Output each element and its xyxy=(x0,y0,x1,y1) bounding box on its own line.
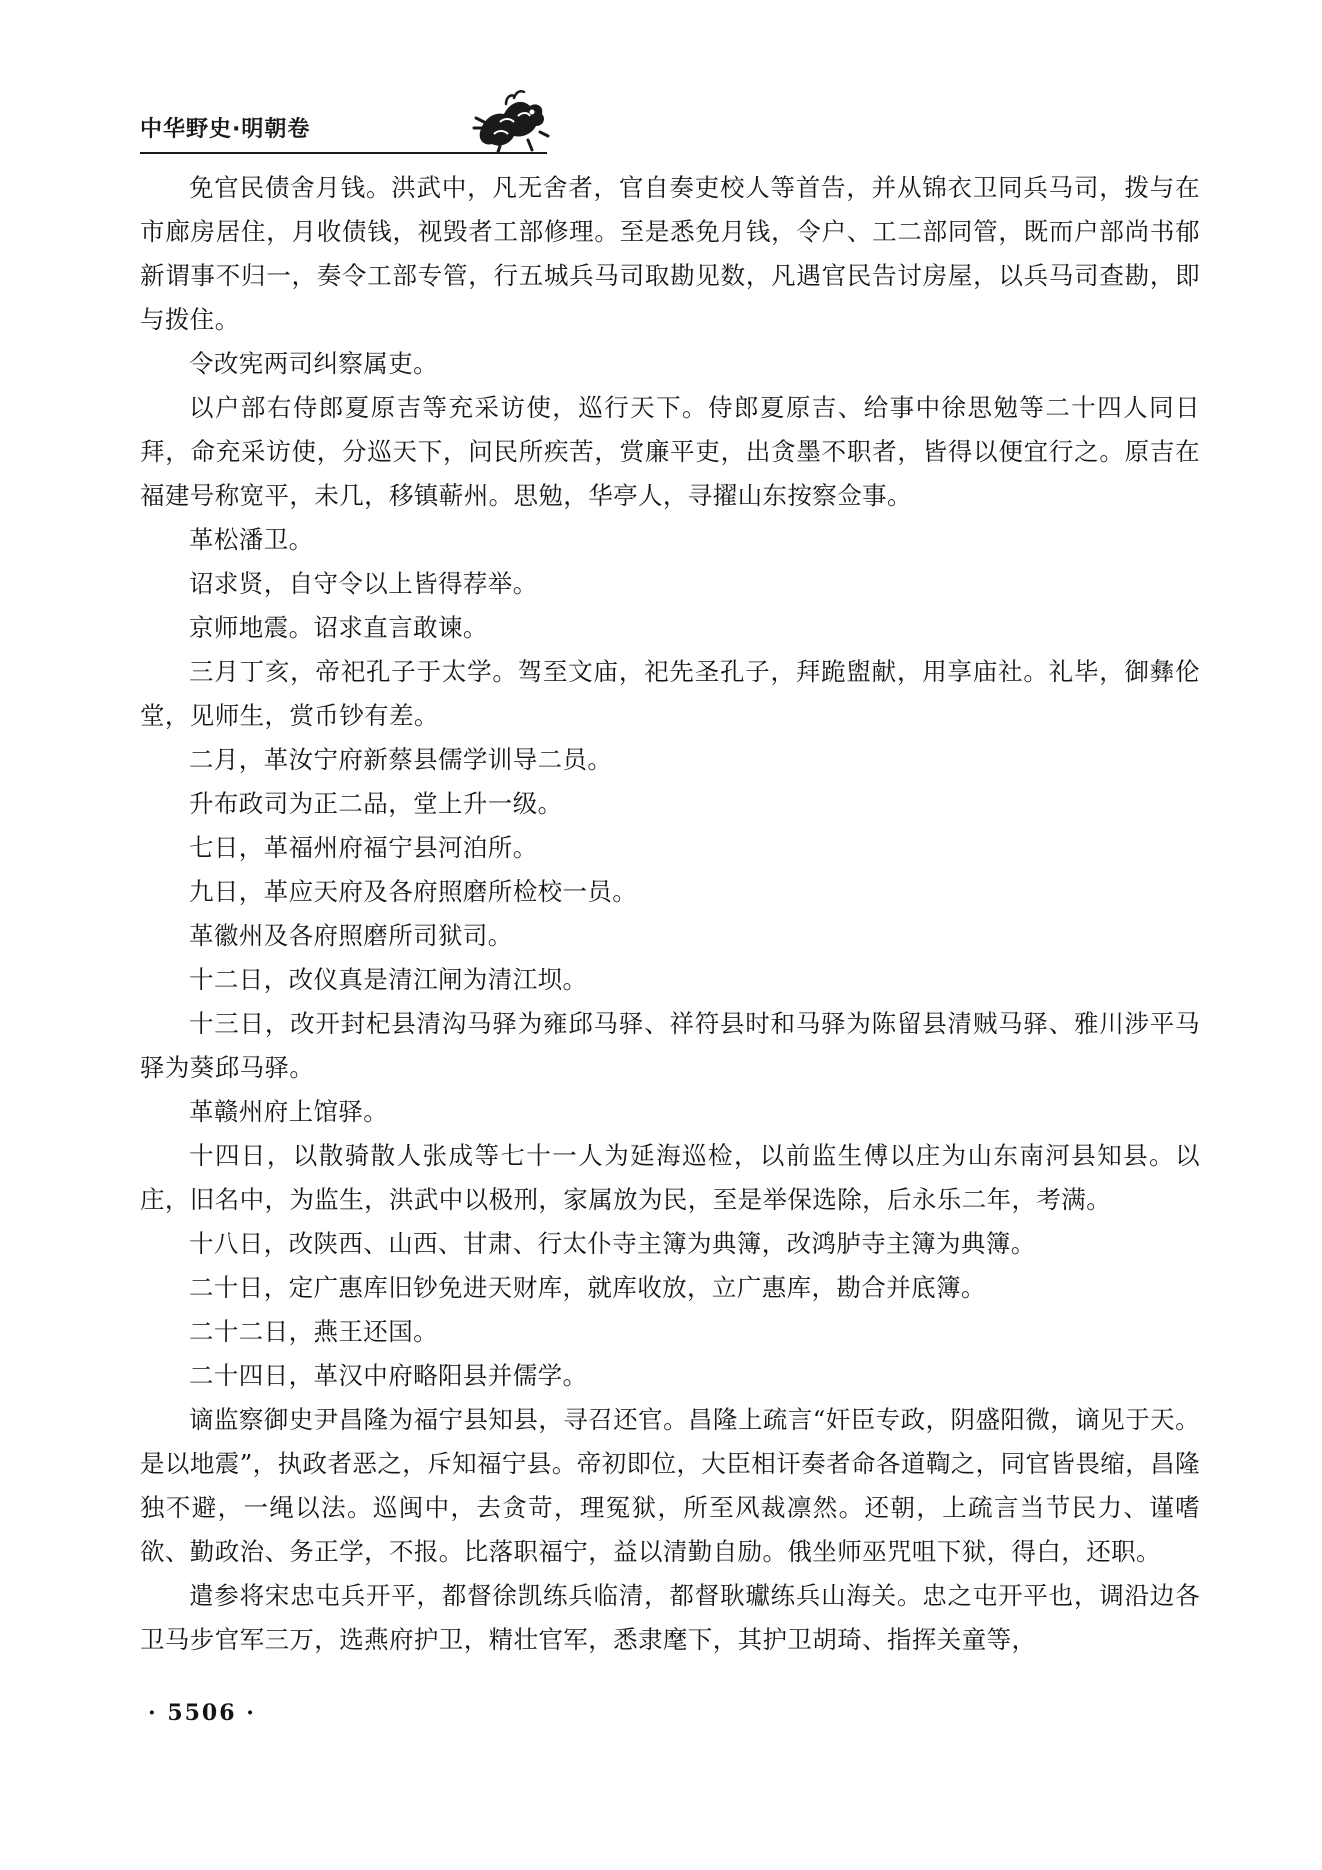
body-text xyxy=(140,166,1200,1662)
running-header xyxy=(140,108,550,158)
paragraph: 二月，革汝宁府新蔡县儒学训导二员。 xyxy=(189,745,613,774)
header-rule xyxy=(140,152,547,154)
paragraph: 二十日，定广惠库旧钞免进天财库，就库收放，立广惠库，勘合并底簿。 xyxy=(189,1273,986,1302)
paragraph: 十四日，以散骑散人张成等七十一人为延海巡检，以前监生傅以庄为山东南河县知县。以庄，旧名中，为监生，洪武中以极刑，家属放为民，至是举保选除，后永乐二年，考满。 xyxy=(140,1141,1200,1214)
paragraph: 革徽州及各府照磨所司狱司。 xyxy=(189,921,513,950)
paragraph: 十二日，改仪真是清江闸为清江坝。 xyxy=(189,965,588,994)
paragraph: 革赣州府上馆驿。 xyxy=(189,1097,389,1126)
paragraph: 遣参将宋忠屯兵开平，都督徐凯练兵临清，都督耿瓛练兵山海关。忠之屯开平也，调沿边各卫马步官军三万，选燕府护卫，精壮官军，悉隶麾下，其护卫胡琦、指挥关童等， xyxy=(140,1581,1200,1654)
paragraph: 十八日，改陕西、山西、甘肃、行太仆寺主簿为典簿，改鸿胪寺主簿为典簿。 xyxy=(189,1229,1036,1258)
paragraph: 谪监察御史尹昌隆为福宁县知县，寻召还官。昌隆上疏言“奸臣专政，阴盛阳微，谪见于天。是以地震”，执政者恶之，斥知福宁县。帝初即位，大臣相讦奏者命各道鞫之，同官皆畏缩，昌隆独不避，一绳以法。巡闽中，去贪苛，理冤狱，所至风裁凛然。还朝，上疏言当节民力、谨嗜欲、勤政治、务正学，不报。比落职福宁，益以清勤自励。俄坐师巫咒咀下狱，得白，还职。 xyxy=(140,1405,1200,1566)
dragon-emblem-icon xyxy=(470,88,550,154)
paragraph: 二十四日，革汉中府略阳县并儒学。 xyxy=(189,1361,588,1390)
paragraph: 京师地震。诏求直言敢谏。 xyxy=(189,613,488,642)
paragraph: 革松潘卫。 xyxy=(189,525,314,554)
paragraph: 免官民债舍月钱。洪武中，凡无舍者，官自奏吏校人等首告，并从锦衣卫同兵马司，拨与在市廊房居住，月收债钱，视毁者工部修理。至是悉免月钱，令户、工二部同管，既而户部尚书郁新谓事不归一，奏令工部专管，行五城兵马司取勘见数，凡遇官民告讨房屋，以兵马司查勘，即与拨住。 xyxy=(140,173,1200,334)
paragraph: 以户部右侍郎夏原吉等充采访使，巡行天下。侍郎夏原吉、给事中徐思勉等二十四人同日拜，命充采访使，分巡天下，问民所疾苦，赏廉平吏，出贪墨不职者，皆得以便宜行之。原吉在福建号称宽平，未几，移镇蕲州。思勉，华亭人，寻擢山东按察佥事。 xyxy=(140,393,1200,510)
paragraph: 十三日，改开封杞县清沟马驿为雍邱马驿、祥符县时和马驿为陈留县清贼马驿、雅川涉平马驿为葵邱马驿。 xyxy=(140,1009,1200,1082)
paragraph: 二十二日，燕王还国。 xyxy=(189,1317,438,1346)
paragraph: 升布政司为正二品，堂上升一级。 xyxy=(189,789,563,818)
paragraph: 令改宪两司纠察属吏。 xyxy=(189,349,438,378)
page-number: · 5506 · xyxy=(148,1700,256,1726)
paragraph: 九日，革应天府及各府照磨所检校一员。 xyxy=(189,877,638,906)
paragraph: 三月丁亥，帝祀孔子于太学。驾至文庙，祀先圣孔子，拜跪盥献，用享庙社。礼毕，御彝伦堂，见师生，赏币钞有差。 xyxy=(140,657,1200,730)
paragraph: 七日，革福州府福宁县河泊所。 xyxy=(189,833,538,862)
paragraph: 诏求贤，自守令以上皆得荐举。 xyxy=(189,569,538,598)
book-title: 中华野史·明朝卷 xyxy=(140,117,311,142)
